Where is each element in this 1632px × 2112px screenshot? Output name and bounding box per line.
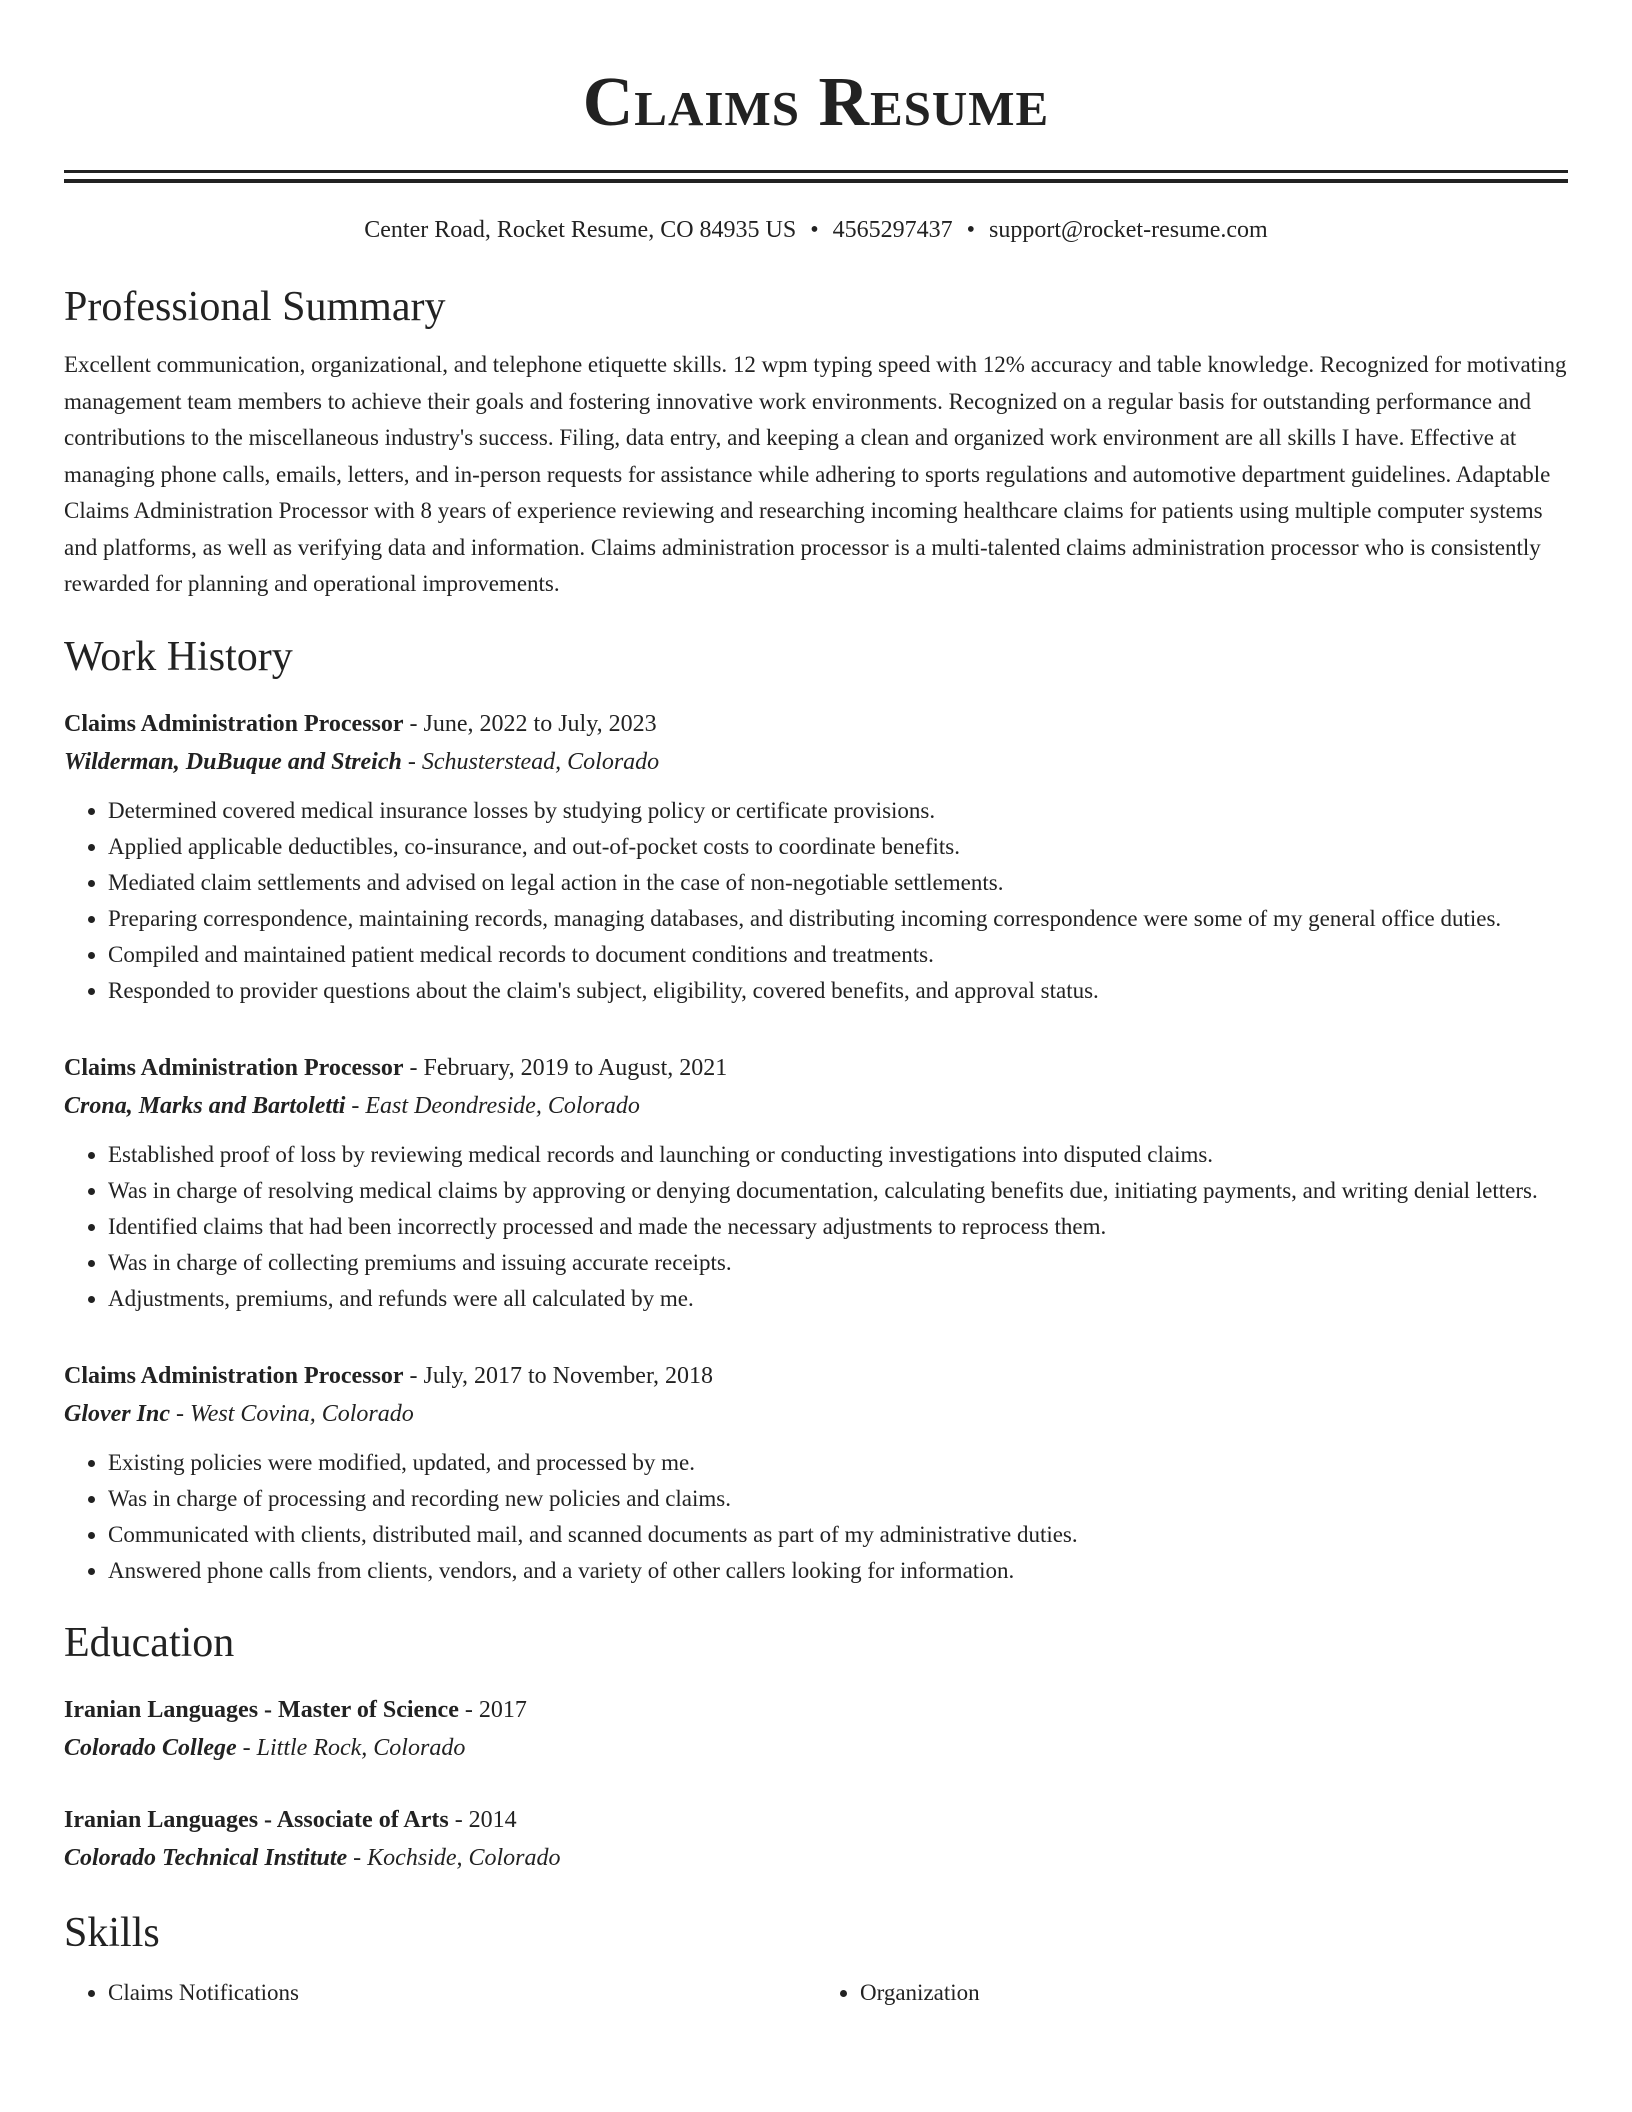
job-dates: - June, 2022 to July, 2023 (403, 710, 657, 737)
job-bullet: • Responded to provider questions about the claim's subject, eligibility, covered benefits, and approval status. (108, 973, 1568, 1009)
job-company-line (64, 743, 1568, 781)
job-bullet: • Mediated claim settlements and advised on legal action in the case of non-negotiable settlements. (108, 865, 1568, 901)
job-bullets (64, 793, 1568, 1009)
job-dates: - February, 2019 to August, 2021 (403, 1054, 728, 1081)
section-title-education: Education (64, 1619, 235, 1666)
job-location: - East Deondreside, Colorado (345, 1092, 640, 1119)
job-company-line (64, 1395, 1568, 1433)
section-title-summary: Professional Summary (64, 284, 446, 330)
education-year: - 2014 (448, 1806, 517, 1833)
job-title-line (64, 705, 1568, 743)
job-bullet: • Was in charge of resolving medical claims by approving or denying documentation, calculating benefits due, initiating payments, and writing denial letters. (108, 1173, 1568, 1209)
education-school: Colorado Technical Institute (64, 1844, 348, 1871)
job-bullet: • Communicated with clients, distributed mail, and scanned documents as part of my administrative duties. (108, 1517, 1568, 1553)
job-bullet: • Answered phone calls from clients, vendors, and a variety of other callers looking for information. (108, 1553, 1568, 1589)
contact-email: support@rocket-resume.com (989, 217, 1268, 243)
contact-phone: 4565297437 (832, 217, 953, 243)
summary-text: Excellent communication, organizational, and telephone etiquette skills. 12 wpm typing speed with 12% accuracy and table knowledge. Recognized for motivating management team members to achieve their goals and fostering innovative work environments. Recognized on a regular basis for outstanding performance and contributions to the miscellaneous industry's success. Filing, data entry, and keeping a clean and organized work environment are all skills I have. Effective at managing phone calls, emails, letters, and in-person requests for assistance while adhering to sports regulations and automotive department guidelines. Adaptable Claims Administration Processor with 8 years of experience reviewing and researching incoming healthcare claims for patients using multiple computer systems and platforms, as well as verifying data and information. Claims administration processor is a multi-talented claims administration processor who is consistently rewarded for planning and operational improvements. (64, 352, 1567, 596)
education-year: - 2017 (458, 1696, 527, 1723)
job-role: Claims Administration Processor (64, 1362, 404, 1389)
job-bullet: • Was in charge of processing and recording new policies and claims. (108, 1481, 1568, 1517)
job-bullets (64, 1137, 1568, 1317)
job-company-line (64, 1087, 1568, 1125)
job-bullet: • Identified claims that had been incorrectly processed and made the necessary adjustments to reprocess them. (108, 1209, 1568, 1245)
job-bullet: • Applied applicable deductibles, co-insurance, and out-of-pocket costs to coordinate benefits. (108, 829, 1568, 865)
education-degree: Iranian Languages - Associate of Arts (64, 1806, 449, 1833)
job-location: - Schusterstead, Colorado (401, 748, 660, 775)
education-degree-line (64, 1691, 1568, 1729)
education-degree: Iranian Languages - Master of Science (64, 1696, 459, 1723)
job-bullet: • Preparing correspondence, maintaining records, managing databases, and distributing incoming correspondence were some of my general office duties. (108, 901, 1568, 937)
job-company: Glover Inc (64, 1400, 170, 1427)
job-bullet: • Adjustments, premiums, and refunds were all calculated by me. (108, 1281, 1568, 1317)
job-location: - West Covina, Colorado (169, 1400, 414, 1427)
job-entry (64, 1357, 1568, 1589)
job-bullet: • Existing policies were modified, updated, and processed by me. (108, 1445, 1568, 1481)
education-entry (64, 1691, 1568, 1767)
job-role: Claims Administration Processor (64, 710, 404, 737)
job-title-line (64, 1357, 1568, 1395)
job-entry (64, 1049, 1568, 1317)
education-degree-line (64, 1801, 1568, 1839)
skills-list-left (64, 1975, 816, 2011)
skill-item: • Claims Notifications (108, 1975, 816, 2011)
education-location: - Little Rock, Colorado (236, 1734, 466, 1761)
job-bullets (64, 1445, 1568, 1589)
section-title-work-history: Work History (64, 633, 293, 680)
contact-separator: • (966, 217, 976, 243)
contact-line (64, 213, 1568, 247)
job-company: Crona, Marks and Bartoletti (64, 1092, 346, 1119)
education-location: - Kochside, Colorado (347, 1844, 561, 1871)
education-school-line (64, 1839, 1568, 1877)
job-dates: - July, 2017 to November, 2018 (403, 1362, 713, 1389)
job-bullet: • Established proof of loss by reviewing medical records and launching or conducting investigations into disputed claims. (108, 1137, 1568, 1173)
section-title-skills: Skills (64, 1909, 160, 1956)
resume-name: Claims Resume (582, 64, 1050, 141)
job-title-line (64, 1049, 1568, 1087)
contact-address: Center Road, Rocket Resume, CO 84935 US (364, 217, 797, 243)
skill-item: • Organization (860, 1975, 1568, 2011)
job-entry (64, 705, 1568, 1009)
job-bullet: • Compiled and maintained patient medical records to document conditions and treatments. (108, 937, 1568, 973)
skills-grid (64, 1975, 1568, 2011)
education-school-line (64, 1729, 1568, 1767)
job-bullet: • Determined covered medical insurance losses by studying policy or certificate provisions. (108, 793, 1568, 829)
job-company: Wilderman, DuBuque and Streich (64, 748, 402, 775)
job-role: Claims Administration Processor (64, 1054, 404, 1081)
skills-list-right (816, 1975, 1568, 2011)
contact-separator: • (810, 217, 819, 243)
education-school: Colorado College (64, 1734, 237, 1761)
header-double-rule (64, 170, 1568, 183)
job-bullet: • Was in charge of collecting premiums and issuing accurate receipts. (108, 1245, 1568, 1281)
education-entry (64, 1801, 1568, 1877)
